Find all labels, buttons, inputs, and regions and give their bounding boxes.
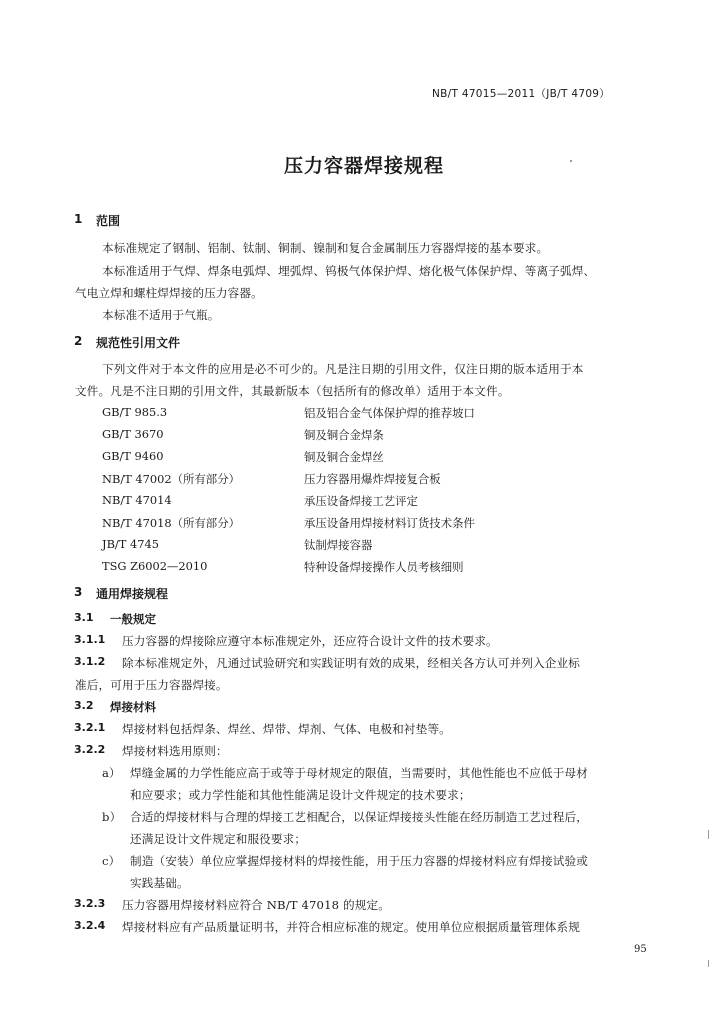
scan-speck [708,960,709,967]
reference-code: NB/T 47018（所有部分） [102,516,240,530]
list-item-a-line-1: 焊缝金属的力学性能应高于或等于母材规定的限值，当需要时，其他性能也不应低于母材 [130,766,589,780]
clause-3-1-2-line-1: 除本标准规定外，凡通过试验研究和实践证明有效的成果，经相关各方认可并列入企业标 [122,656,581,670]
list-item-b-line-1: 合适的焊接材料与合理的焊接工艺相配合，以保证焊接接头性能在经历制造工艺过程后， [130,810,589,824]
clause-3-2-2-number: 3.2.2 [74,743,106,756]
section-1-para-2-line-1: 本标准适用于气焊、焊条电弧焊、埋弧焊、钨极气体保护焊、熔化极气体保护焊、等离子弧焊、 [102,264,596,278]
reference-name: 承压设备用焊接材料订货技术条件 [304,516,475,530]
clause-3-2-number: 3.2 [74,699,94,712]
standard-code-header: NB/T 47015—2011（JB/T 4709） [432,88,611,100]
reference-code: NB/T 47002（所有部分） [102,472,240,486]
clause-3-2-4-number: 3.2.4 [74,919,106,932]
section-1-number: 1 [74,212,83,226]
reference-name: 铜及铜合金焊条 [304,428,384,442]
clause-3-1-heading: 一般规定 [110,612,156,626]
section-1-para-3: 本标准不适用于气瓶。 [102,308,220,322]
scan-speck [570,160,572,162]
section-2-intro-line-1: 下列文件对于本文件的应用是必不可少的。凡是注日期的引用文件，仅注日期的版本适用于本 [102,362,584,376]
scan-speck [708,830,709,839]
page-title: 压力容器焊接规程 [284,155,445,177]
clause-3-2-2-text: 焊接材料选用原则： [122,744,228,758]
clause-3-1-number: 3.1 [74,611,94,624]
reference-code: NB/T 47014 [102,493,172,507]
section-3-heading: 通用焊接规程 [96,587,169,601]
clause-3-1-2-line-2: 准后，可用于压力容器焊接。 [75,678,228,692]
reference-name: 钛制焊接容器 [304,538,373,552]
reference-code: GB/T 985.3 [102,405,168,419]
list-item-c-line-2: 实践基础。 [130,876,189,890]
section-1-para-1: 本标准规定了钢制、铝制、钛制、铜制、镍制和复合金属制压力容器焊接的基本要求。 [102,241,549,255]
list-item-b-line-2: 还满足设计文件规定和服役要求； [130,832,307,846]
list-item-label-a: a） [102,766,121,780]
section-2-heading: 规范性引用文件 [96,336,181,350]
clause-3-2-heading: 焊接材料 [110,700,156,714]
section-2-intro-line-2: 文件。凡是不注日期的引用文件，其最新版本（包括所有的修改单）适用于本文件。 [75,384,510,398]
list-item-c-line-1: 制造（安装）单位应掌握焊接材料的焊接性能，用于压力容器的焊接材料应有焊接试验或 [130,854,589,868]
reference-name: 承压设备焊接工艺评定 [304,494,418,508]
section-3-number: 3 [74,585,83,599]
clause-3-1-2-number: 3.1.2 [74,655,106,668]
reference-code: GB/T 3670 [102,427,164,441]
reference-name: 压力容器用爆炸焊接复合板 [304,472,441,486]
clause-3-2-4-text: 焊接材料应有产品质量证明书，并符合相应标准的规定。使用单位应根据质量管理体系规 [122,920,581,934]
list-item-label-c: c） [102,854,121,868]
reference-code: JB/T 4745 [102,537,159,551]
clause-3-1-1-number: 3.1.1 [74,633,106,646]
reference-code: TSG Z6002—2010 [102,559,208,573]
clause-3-2-1-text: 焊接材料包括焊条、焊丝、焊带、焊剂、气体、电极和衬垫等。 [122,722,451,736]
section-1-heading: 范围 [96,214,121,228]
section-2-number: 2 [74,334,83,348]
clause-3-1-1-text: 压力容器的焊接除应遵守本标准规定外，还应符合设计文件的技术要求。 [122,634,498,648]
section-1-para-2-line-2: 气电立焊和螺柱焊焊接的压力容器。 [75,286,263,300]
clause-3-2-1-number: 3.2.1 [74,721,106,734]
list-item-a-line-2: 和应要求；或力学性能和其他性能满足设计文件规定的技术要求； [130,788,471,802]
page-number: 95 [634,944,647,955]
reference-name: 铝及铝合金气体保护焊的推荐坡口 [304,406,475,420]
reference-name: 铜及铜合金焊丝 [304,450,384,464]
reference-code: GB/T 9460 [102,449,164,463]
clause-3-2-3-text: 压力容器用焊接材料应符合 NB/T 47018 的规定。 [122,898,390,912]
clause-3-2-3-number: 3.2.3 [74,897,106,910]
list-item-label-b: b） [102,810,122,824]
reference-name: 特种设备焊接操作人员考核细则 [304,560,464,574]
